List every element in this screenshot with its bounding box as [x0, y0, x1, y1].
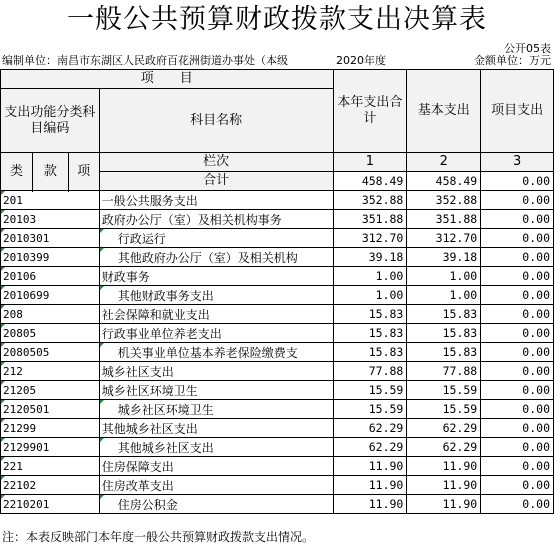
- annual-total-value: 351.88: [333, 210, 407, 229]
- function-code: 2010301: [1, 229, 100, 248]
- table-row: [1, 286, 554, 305]
- project-value: 0.00: [481, 343, 554, 362]
- header-column-index: 栏次: [99, 153, 333, 172]
- header-col1: 1: [333, 153, 407, 172]
- project-value: 0.00: [481, 286, 554, 305]
- project-value: 0.00: [481, 362, 554, 381]
- table-row: [1, 324, 554, 343]
- subject-name: 住房公积金: [99, 495, 333, 514]
- basic-value: 15.83: [407, 343, 481, 362]
- total-project: 0.00: [481, 172, 554, 191]
- function-code: 20805: [1, 324, 100, 343]
- function-code: 2010699: [1, 286, 100, 305]
- expenditure-table: [0, 69, 554, 514]
- project-value: 0.00: [481, 400, 554, 419]
- project-value: 0.00: [481, 305, 554, 324]
- basic-value: 11.90: [407, 476, 481, 495]
- subject-name: 住房保障支出: [99, 457, 333, 476]
- function-code: 22102: [1, 476, 100, 495]
- function-code: 2210201: [1, 495, 100, 514]
- header-item: 项 目: [1, 70, 334, 89]
- subject-name: 社会保障和就业支出: [99, 305, 333, 324]
- basic-value: 15.59: [407, 381, 481, 400]
- basic-value: 62.29: [407, 438, 481, 457]
- function-code: 21205: [1, 381, 100, 400]
- basic-value: 11.90: [407, 495, 481, 514]
- project-value: 0.00: [481, 267, 554, 286]
- project-value: 0.00: [481, 324, 554, 343]
- header-xiang: 项: [68, 153, 99, 191]
- table-row: [1, 248, 554, 267]
- annual-total-value: 62.29: [333, 438, 407, 457]
- basic-value: 351.88: [407, 210, 481, 229]
- project-value: 0.00: [481, 495, 554, 514]
- amount-unit: 金额单位：万元: [474, 54, 551, 67]
- annual-total-value: 11.90: [333, 495, 407, 514]
- project-value: 0.00: [481, 457, 554, 476]
- basic-value: 352.88: [407, 191, 481, 210]
- function-code: 212: [1, 362, 100, 381]
- subject-name: 其他政府办公厅（室）及相关机构: [99, 248, 333, 267]
- subject-name: 财政事务: [99, 267, 333, 286]
- meta-row: [0, 53, 554, 68]
- subject-name: 行政运行: [99, 229, 333, 248]
- function-code: 2129901: [1, 438, 100, 457]
- function-code: 20103: [1, 210, 100, 229]
- project-value: 0.00: [481, 229, 554, 248]
- header-kuan: 款: [32, 153, 68, 191]
- annual-total-value: 1.00: [333, 267, 407, 286]
- table-row: [1, 438, 554, 457]
- table-row: [1, 229, 554, 248]
- subject-name: 行政事业单位养老支出: [99, 324, 333, 343]
- annual-total-value: 1.00: [333, 286, 407, 305]
- page-title: 一般公共预算财政拨款支出决算表: [67, 4, 487, 35]
- basic-value: 312.70: [407, 229, 481, 248]
- reporting-unit: 编制单位：南昌市东湖区人民政府百花洲街道办事处（本级: [2, 54, 288, 67]
- function-code: 2120501: [1, 400, 100, 419]
- annual-total-value: 77.88: [333, 362, 407, 381]
- header-subject-name: 科目名称: [99, 89, 333, 153]
- header-annual-total: 本年支出合计: [333, 70, 407, 153]
- table-row: [1, 381, 554, 400]
- table-row: [1, 419, 554, 438]
- subject-name: 其他财政事务支出: [99, 286, 333, 305]
- header-lei: 类: [1, 153, 33, 191]
- project-value: 0.00: [481, 381, 554, 400]
- fiscal-year: 2020年度: [336, 54, 386, 67]
- basic-value: 15.83: [407, 305, 481, 324]
- table-row: [1, 476, 554, 495]
- annual-total-value: 11.90: [333, 476, 407, 495]
- table-row: [1, 362, 554, 381]
- annual-total-value: 312.70: [333, 229, 407, 248]
- project-value: 0.00: [481, 419, 554, 438]
- header-col2: 2: [407, 153, 481, 172]
- project-value: 0.00: [481, 210, 554, 229]
- annual-total-value: 15.83: [333, 324, 407, 343]
- basic-value: 77.88: [407, 362, 481, 381]
- table-row: [1, 495, 554, 514]
- basic-value: 15.59: [407, 400, 481, 419]
- annual-total-value: 62.29: [333, 419, 407, 438]
- basic-value: 1.00: [407, 267, 481, 286]
- header-project: 项目支出: [481, 70, 554, 153]
- total-annual: 458.49: [333, 172, 407, 191]
- annual-total-value: 352.88: [333, 191, 407, 210]
- annual-total-value: 39.18: [333, 248, 407, 267]
- subject-name: 一般公共服务支出: [99, 191, 333, 210]
- function-code: 201: [1, 191, 100, 210]
- annual-total-value: 15.83: [333, 305, 407, 324]
- subject-name: 住房改革支出: [99, 476, 333, 495]
- annual-total-value: 11.90: [333, 457, 407, 476]
- subject-name: 城乡社区支出: [99, 362, 333, 381]
- subject-name: 政府办公厅（室）及相关机构事务: [99, 210, 333, 229]
- function-code: 221: [1, 457, 100, 476]
- project-value: 0.00: [481, 438, 554, 457]
- table-row: [1, 457, 554, 476]
- basic-value: 11.90: [407, 457, 481, 476]
- function-code: 208: [1, 305, 100, 324]
- header-col3: 3: [481, 153, 554, 172]
- function-code: 21299: [1, 419, 100, 438]
- project-value: 0.00: [481, 248, 554, 267]
- table-row: [1, 267, 554, 286]
- annual-total-value: 15.83: [333, 343, 407, 362]
- table-row: [1, 400, 554, 419]
- annual-total-value: 15.59: [333, 400, 407, 419]
- annual-total-value: 15.59: [333, 381, 407, 400]
- subject-name: 其他城乡社区支出: [99, 438, 333, 457]
- basic-value: 1.00: [407, 286, 481, 305]
- table-row: [1, 210, 554, 229]
- table-row: [1, 343, 554, 362]
- basic-value: 15.83: [407, 324, 481, 343]
- footnote: 注：本表反映部门本年度一般公共预算财政拨款支出情况。: [2, 530, 315, 544]
- subject-name: 城乡社区环境卫生: [99, 400, 333, 419]
- basic-value: 62.29: [407, 419, 481, 438]
- function-code: 2010399: [1, 248, 100, 267]
- header-basic: 基本支出: [407, 70, 481, 153]
- table-row: [1, 305, 554, 324]
- subject-name: 其他城乡社区支出: [99, 419, 333, 438]
- table-code-label: 公开05表: [504, 42, 551, 55]
- subject-name: 城乡社区环境卫生: [99, 381, 333, 400]
- total-label: 合计: [99, 172, 333, 191]
- project-value: 0.00: [481, 476, 554, 495]
- subject-name: 机关事业单位基本养老保险缴费支: [99, 343, 333, 362]
- basic-value: 39.18: [407, 248, 481, 267]
- total-basic: 458.49: [407, 172, 481, 191]
- function-code: 2080505: [1, 343, 100, 362]
- header-func-code: 支出功能分类科目编码: [1, 89, 100, 153]
- project-value: 0.00: [481, 191, 554, 210]
- table-row: [1, 191, 554, 210]
- function-code: 20106: [1, 267, 100, 286]
